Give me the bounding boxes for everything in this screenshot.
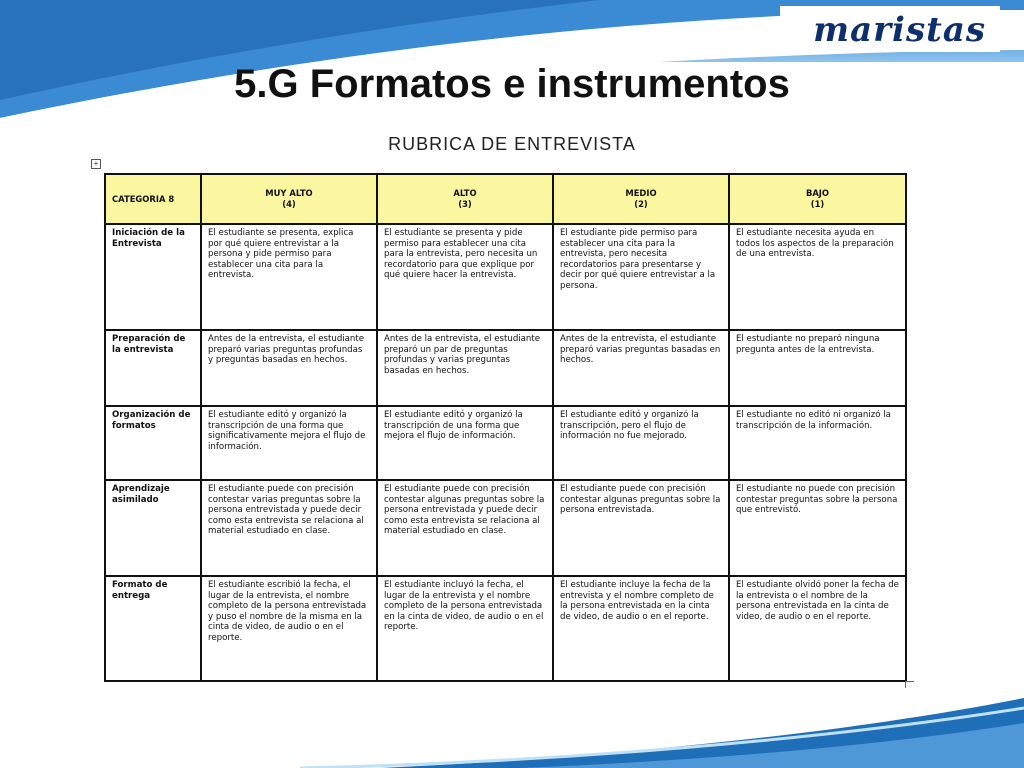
- table-header-row: [105, 174, 906, 224]
- row-label: Formato de entrega: [105, 576, 201, 681]
- table-row: [105, 224, 906, 330]
- document-title: RUBRICA DE ENTREVISTA: [388, 134, 636, 154]
- header-col-medio: [553, 174, 729, 224]
- table-cell: El estudiante editó y organizó la transcripción de una forma que mejora el flujo de información.: [377, 406, 553, 480]
- table-cell: El estudiante se presenta y pide permiso para establecer una cita para la entrevista, pero necesita un recordatorio para que explique por qué quiere hacer la entrevista.: [377, 224, 553, 330]
- table-cell: El estudiante no editó ni organizó la transcripción de la información.: [729, 406, 906, 480]
- header-col-muy-alto: [201, 174, 377, 224]
- table-cell: El estudiante puede con precisión contestar algunas preguntas sobre la persona entrevistada y puede decir como esta entrevista se relaciona al material estudiado en clase.: [377, 480, 553, 576]
- header-score: (1): [810, 199, 825, 209]
- row-label: Iniciación de la Entrevista: [105, 224, 201, 330]
- table-cell: Antes de la entrevista, el estudiante preparó varias preguntas basadas en hechos.: [553, 330, 729, 406]
- table-cell: El estudiante se presenta, explica por qué quiere entrevistar a la persona y pide permiso para establecer una cita para la entrevista.: [201, 224, 377, 330]
- header-score: (3): [458, 199, 472, 209]
- header-score: (2): [634, 199, 648, 209]
- logo-text: maristas: [813, 10, 986, 50]
- header-label: MEDIO: [625, 188, 657, 198]
- row-label: Organización de formatos: [105, 406, 201, 480]
- table-cell: El estudiante escribió la fecha, el lugar de la entrevista, el nombre completo de la persona entrevistada y puso el nombre de la misma en la cinta de video, de audio o en el reporte.: [201, 576, 377, 681]
- table-cell: Antes de la entrevista, el estudiante preparó varias preguntas profundas y preguntas basadas en hechos.: [201, 330, 377, 406]
- footer-wave-decoration: [0, 678, 1024, 768]
- table-move-handle-icon[interactable]: +: [91, 159, 101, 169]
- row-label: Aprendizaje asimilado: [105, 480, 201, 576]
- table-cell: El estudiante puede con precisión contestar varias preguntas sobre la persona entrevistada y puede decir como esta entrevista se relaciona al material estudiado en clase.: [201, 480, 377, 576]
- rubric-table: [104, 173, 907, 682]
- table-cell: El estudiante pide permiso para establecer una cita para la entrevista, pero necesita recordatorios para presentarse y decir por qué quiere entrevistar a la persona.: [553, 224, 729, 330]
- table-cell: El estudiante puede con precisión contestar algunas preguntas sobre la persona entrevistada.: [553, 480, 729, 576]
- table-cell: El estudiante necesita ayuda en todos los aspectos de la preparación de una entrevista.: [729, 224, 906, 330]
- header-label: ALTO: [453, 188, 477, 198]
- table-cell: El estudiante no preparó ninguna pregunta antes de la entrevista.: [729, 330, 906, 406]
- table-row: [105, 406, 906, 480]
- header-category: CATEGORIA 8: [105, 174, 201, 224]
- header-label: MUY ALTO: [265, 188, 313, 198]
- header-col-alto: [377, 174, 553, 224]
- table-cell: El estudiante olvidó poner la fecha de la entrevista o el nombre de la persona entrevistada en la cinta de video, de audio o en el reporte.: [729, 576, 906, 681]
- table-row: [105, 480, 906, 576]
- table-cell: El estudiante editó y organizó la transcripción, pero el flujo de información no fue mejorado.: [553, 406, 729, 480]
- maristas-logo: [780, 6, 1000, 52]
- header-col-bajo: [729, 174, 906, 224]
- table-row: [105, 330, 906, 406]
- table-cell: Antes de la entrevista, el estudiante preparó un par de preguntas profundas y varias preguntas basadas en hechos.: [377, 330, 553, 406]
- table-cell: El estudiante editó y organizó la transcripción de una forma que significativamente mejora el flujo de información.: [201, 406, 377, 480]
- header-score: (4): [282, 199, 296, 209]
- table-cell: El estudiante no puede con precisión contestar preguntas sobre la persona que entrevistó.: [729, 480, 906, 576]
- table-row: [105, 576, 906, 681]
- row-label: Preparación de la entrevista: [105, 330, 201, 406]
- header-label: BAJO: [805, 188, 830, 198]
- table-cell: El estudiante incluyó la fecha, el lugar de la entrevista y el nombre completo de la persona entrevistada en la cinta de video, de audio o en el reporte.: [377, 576, 553, 681]
- table-cell: El estudiante incluye la fecha de la entrevista y el nombre completo de la persona entrevistada en la cinta de video, de audio o en el reporte.: [553, 576, 729, 681]
- slide-title: 5.G Formatos e instrumentos: [234, 62, 790, 106]
